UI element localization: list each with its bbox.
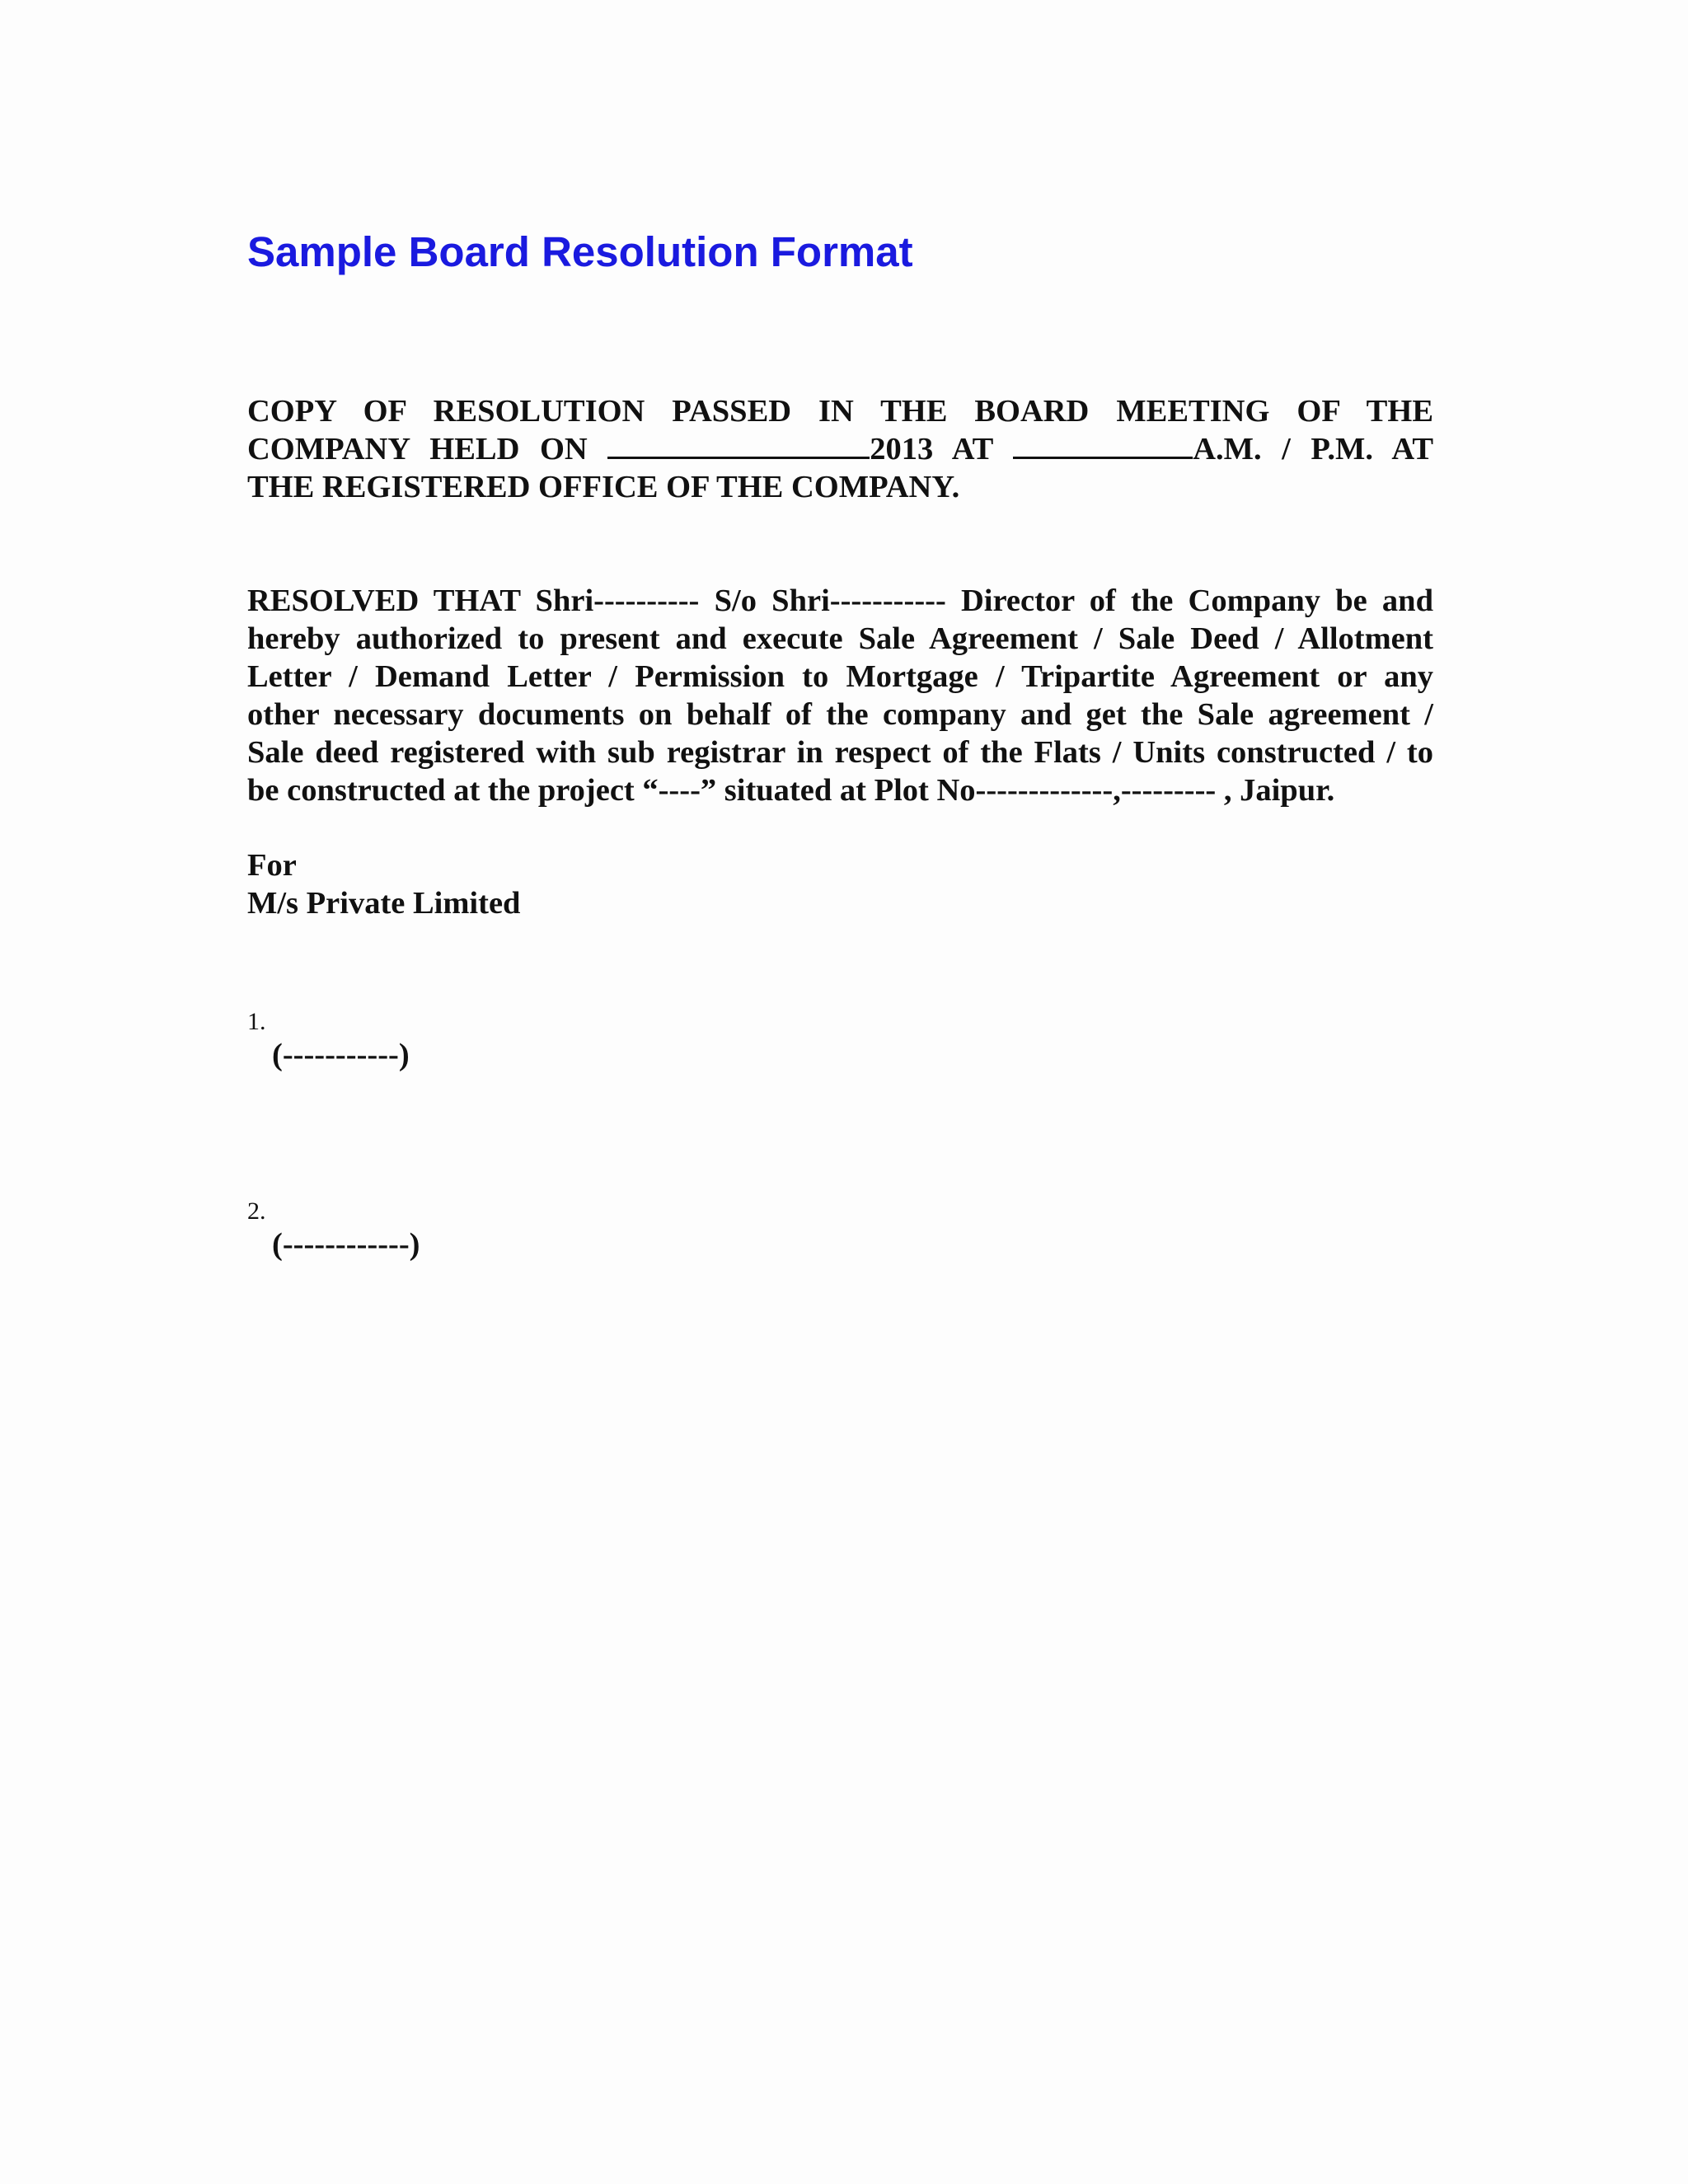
for-company-block xyxy=(247,846,520,922)
resolution-line: hereby authorized to present and execute Sale Agreement / Sale Deed / Allotment xyxy=(247,621,1433,656)
heading-line-2 xyxy=(247,430,1433,468)
resolution-paragraph xyxy=(247,582,1433,809)
resolution-line: RESOLVED THAT Shri---------- S/o Shri----------- Director of the Company be and xyxy=(247,583,1433,618)
heading-line-1: COPY OF RESOLUTION PASSED IN THE BOARD MEETING OF THE xyxy=(247,394,1433,429)
resolution-line: other necessary documents on behalf of the company and get the Sale agreement / xyxy=(247,697,1433,732)
signatory-1-name: (-----------) xyxy=(272,1038,410,1072)
heading-line-2-year: 2013 AT xyxy=(870,432,993,466)
heading-line-3: THE REGISTERED OFFICE OF THE COMPANY. xyxy=(247,470,960,504)
company-name: M/s Private Limited xyxy=(247,886,521,921)
signatory-1-number: 1. xyxy=(247,1008,266,1035)
meeting-date-blank xyxy=(607,432,992,466)
document-title: Sample Board Resolution Format xyxy=(247,228,913,275)
resolution-line: Sale deed registered with sub registrar in respect of the Flats / Units constructed / to xyxy=(247,735,1433,770)
meeting-time-blank xyxy=(1013,432,1433,466)
signatory-2-number: 2. xyxy=(247,1197,266,1225)
resolution-heading xyxy=(247,392,1433,506)
signatory-2-name: (------------) xyxy=(272,1227,420,1262)
date-underline xyxy=(607,432,870,459)
for-label: For xyxy=(247,848,297,883)
resolution-line: be constructed at the project “----” situated at Plot No-------------,--------- , Jaipur. xyxy=(247,773,1335,808)
heading-line-2-prefix: COMPANY HELD ON xyxy=(247,432,588,466)
resolution-line: Letter / Demand Letter / Permission to Mortgage / Tripartite Agreement or any xyxy=(247,659,1433,694)
heading-line-2-suffix: A.M. / P.M. AT xyxy=(1193,432,1434,466)
time-underline xyxy=(1013,432,1193,459)
